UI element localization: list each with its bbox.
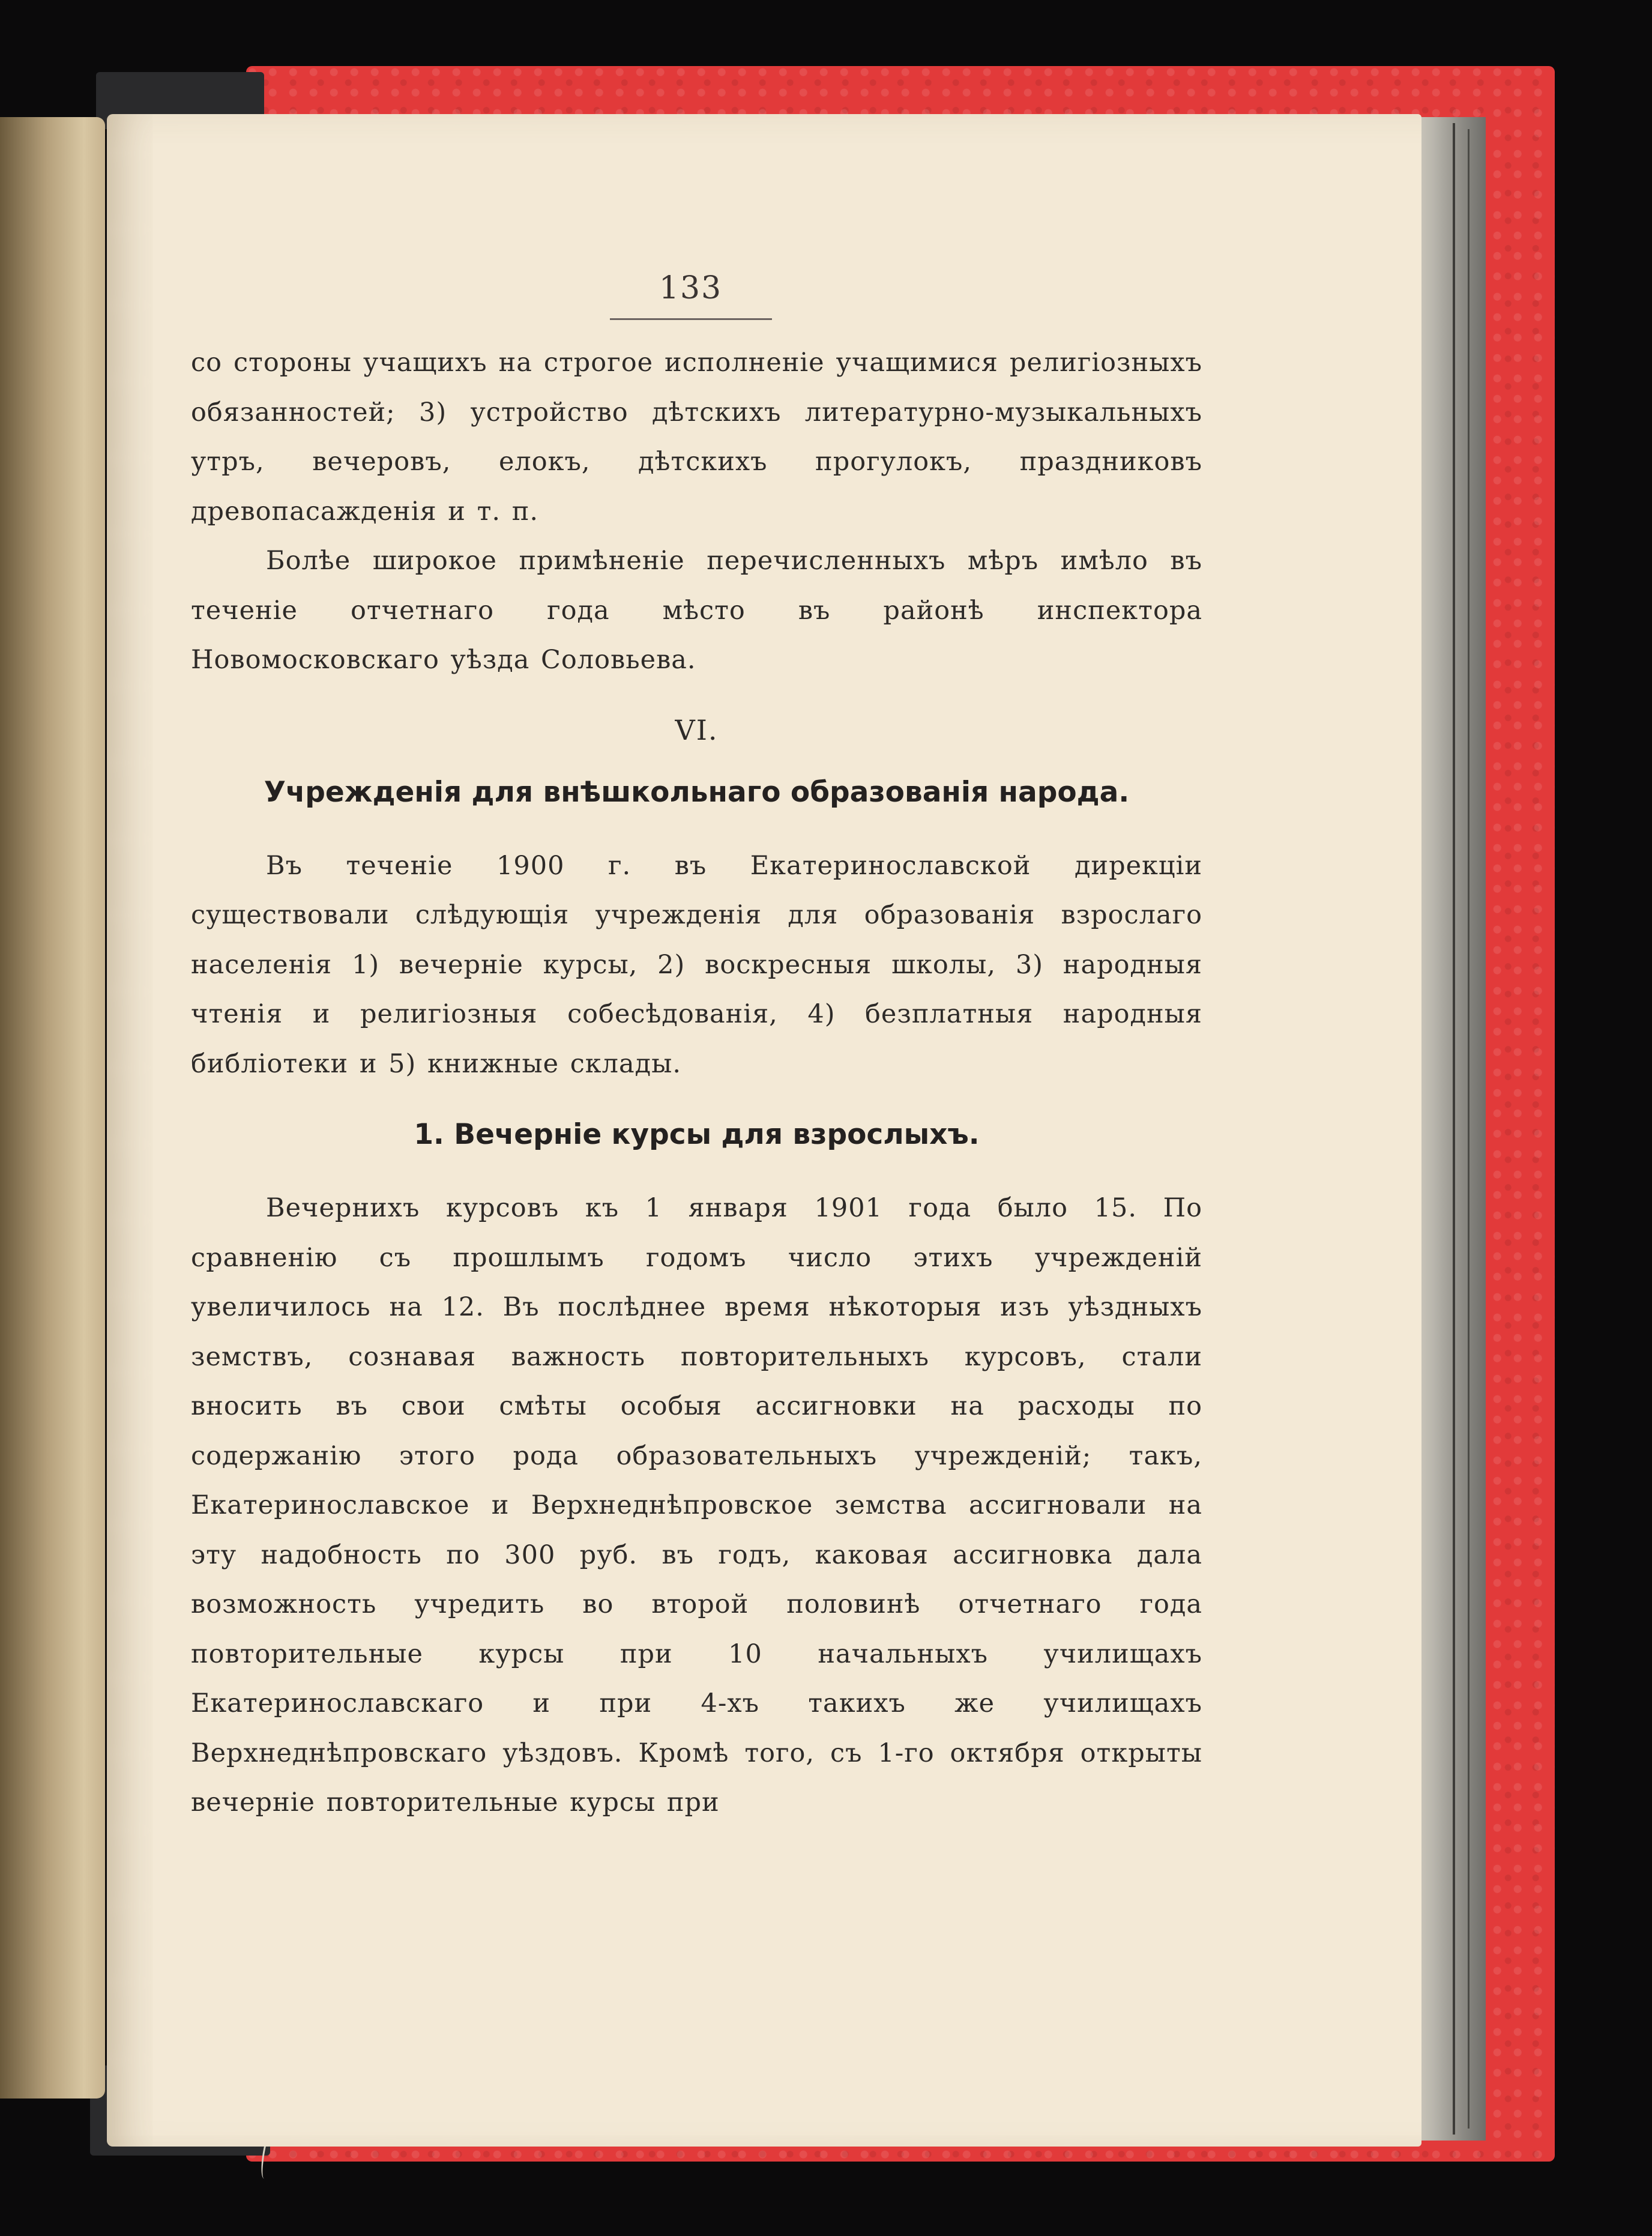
subsection-heading: 1. Вечерніе курсы для взрослыхъ. xyxy=(414,1118,980,1151)
paragraph: Болѣе широкое примѣненіе перечисленныхъ мѣръ имѣло въ теченіе отчетнаго года мѣсто въ районѣ инспектора Новомосковскаго уѣзда Соловьева. xyxy=(191,546,1202,675)
page-text-block xyxy=(191,270,1202,1828)
paragraph: Вечернихъ курсовъ къ 1 января 1901 года было 15. По сравненію съ прошлымъ годомъ число этихъ учрежденій увеличилось на 12. Въ послѣднее время нѣкоторыя изъ уѣздныхъ земствъ, сознавая важность повторительныхъ курсовъ, стали вносить въ свои смѣты особыя ассигновки на расходы по содержанію этого рода образовательныхъ учрежденій; такъ, Екатеринославское и Верхнеднѣпровское земства ассигновали на эту надобность по 300 руб. въ годъ, каковая ассигновка дала возможность учредить во второй половинѣ отчетнаго года повторительные курсы при 10 начальныхъ училищахъ Екатеринославскаго и при 4-хъ такихъ же училищахъ Верхнеднѣпровскаго уѣздовъ. Кромѣ того, съ 1-го октября открыты вечерніе повторительные курсы при xyxy=(191,1193,1202,1818)
page-number-rule xyxy=(610,318,772,320)
page-edge-line xyxy=(1468,129,1470,2129)
section-heading: Учрежденія для внѣшкольнаго образованія народа. xyxy=(264,775,1130,809)
book-page xyxy=(107,114,1421,2147)
section-number: VI. xyxy=(675,713,719,746)
page-number: 133 xyxy=(659,270,723,306)
facing-left-page xyxy=(0,117,105,2099)
paragraph: со стороны учащихъ на строгое исполненіе учащимися религіозныхъ обязанностей; 3) устройство дѣтскихъ литературно-музыкальныхъ утръ, вечеровъ, елокъ, дѣтскихъ прогулокъ, праздниковъ древопасажденія и т. п. xyxy=(191,348,1202,527)
paragraph: Въ теченіе 1900 г. въ Екатеринославской дирекціи существовали слѣдующія учрежденія для образованія взрослаго населенія 1) вечерніе курсы, 2) воскресныя школы, 3) народныя чтенія и религіозныя собесѣдованія, 4) безплатныя народныя библіотеки и 5) книжные склады. xyxy=(191,850,1202,1079)
page-edge-line xyxy=(1453,123,1455,2135)
